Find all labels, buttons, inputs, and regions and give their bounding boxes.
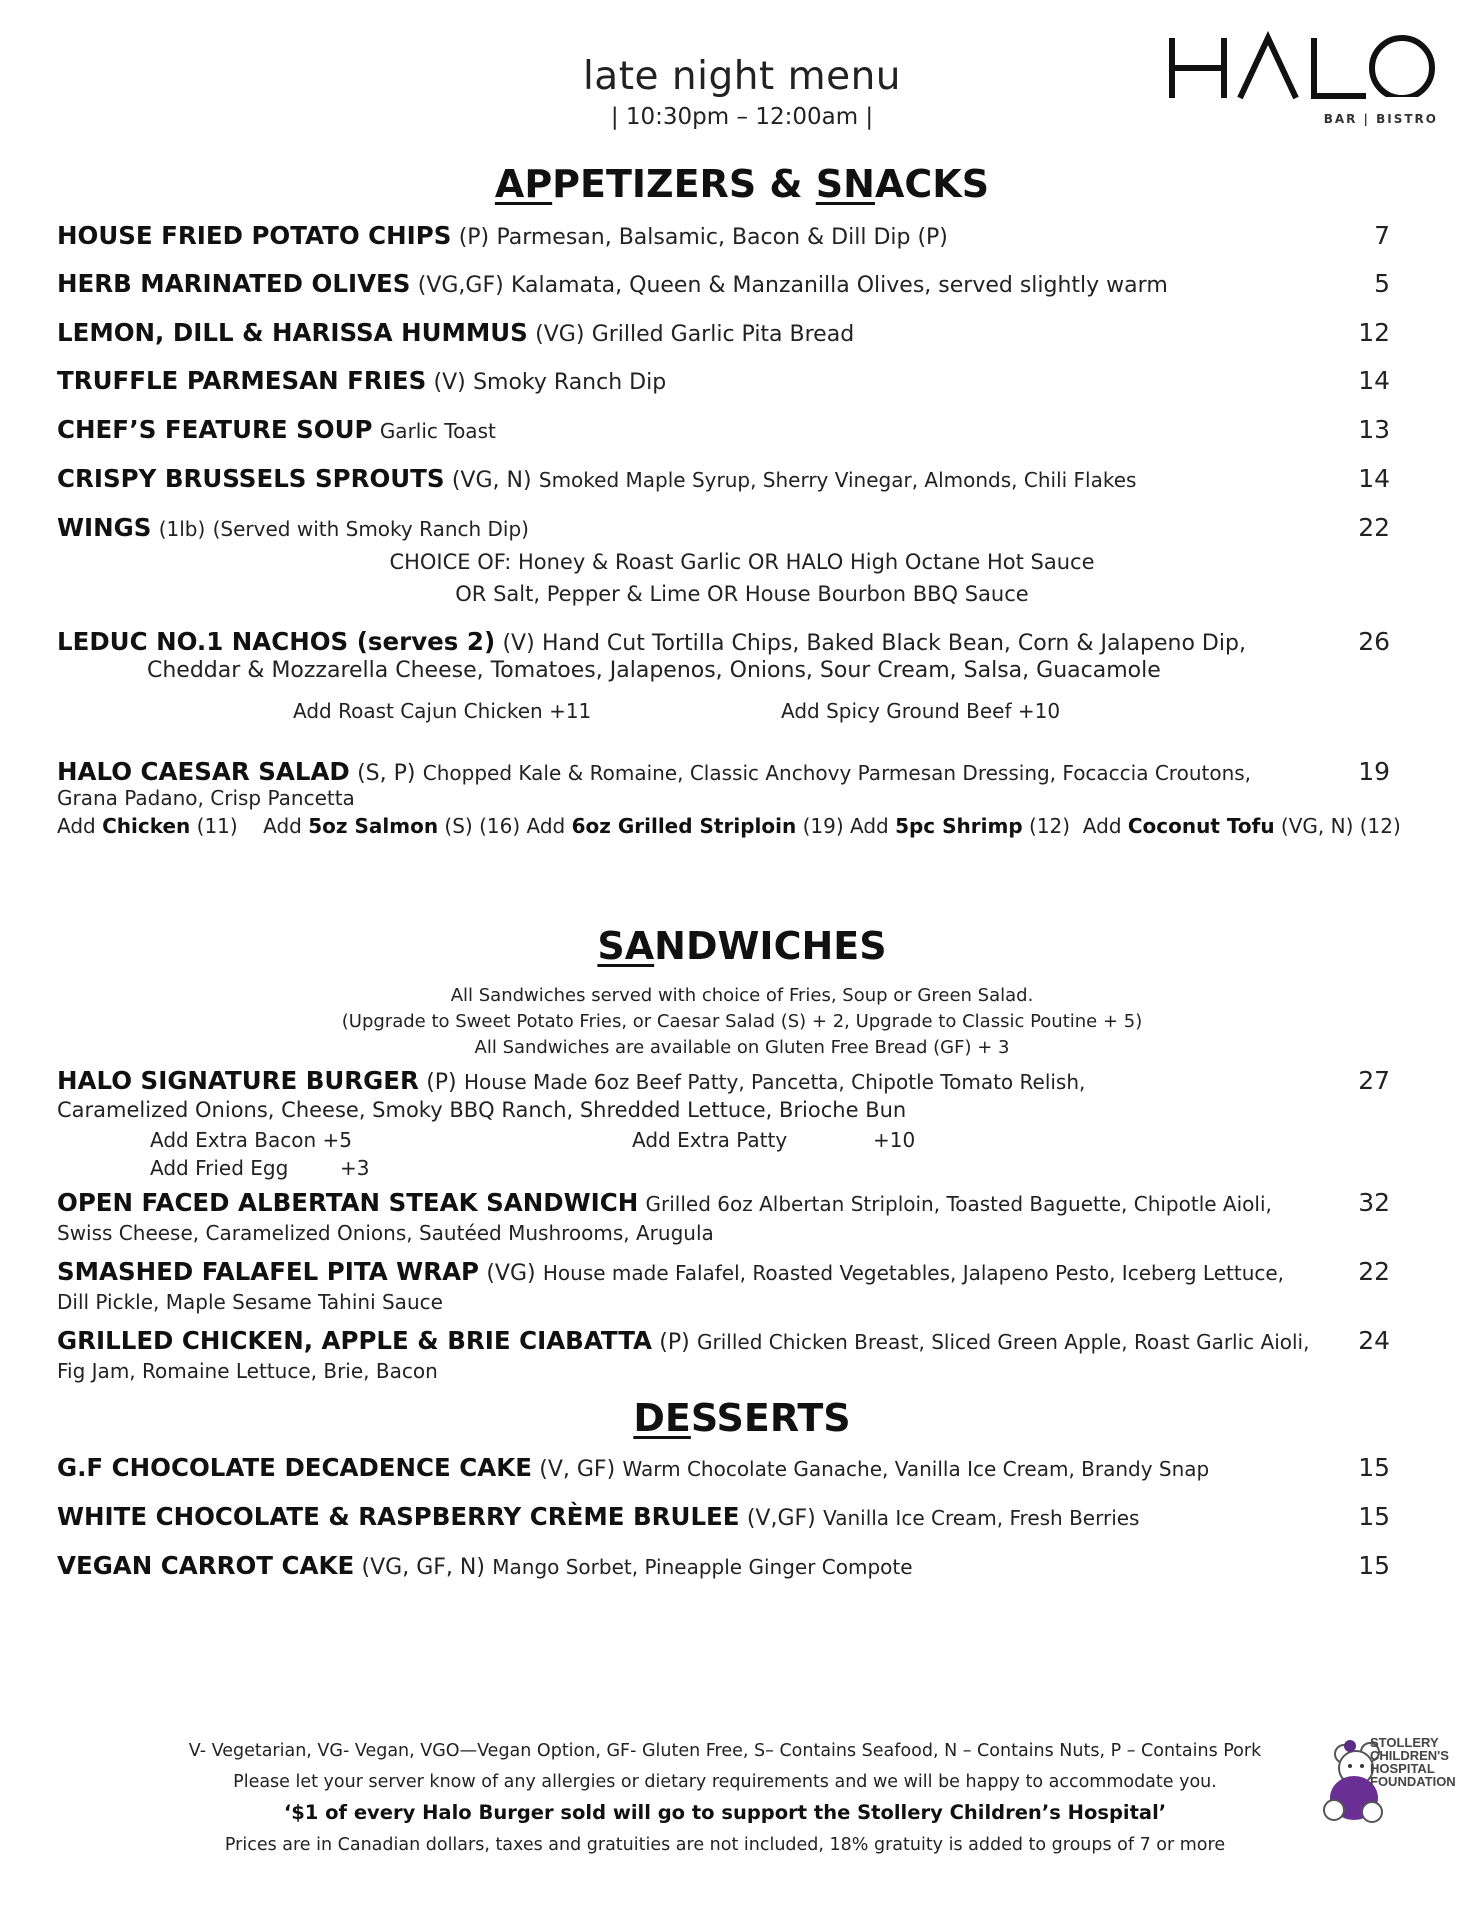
caesar-desc-line-2: Grana Padano, Crisp Pancetta bbox=[57, 786, 355, 810]
menu-item-burger: HALO SIGNATURE BURGER (P) House Made 6oz Beef Patty, Pancetta, Chipotle Tomato Relish, bbox=[57, 1066, 1086, 1095]
menu-item-chicken-ciabatta: GRILLED CHICKEN, APPLE & BRIE CIABATTA (P) Grilled Chicken Breast, Sliced Green Apple, Roast Garlic Aioli, bbox=[57, 1326, 1310, 1355]
item-price: 19 bbox=[1358, 757, 1390, 786]
steak-desc-line-2: Swiss Cheese, Caramelized Onions, Sautéed Mushrooms, Arugula bbox=[57, 1221, 714, 1245]
menu-item-caesar: HALO CAESAR SALAD (S, P) Chopped Kale & Romaine, Classic Anchovy Parmesan Dressing, Focaccia Croutons, bbox=[57, 757, 1252, 786]
item-price: 24 bbox=[1358, 1326, 1390, 1355]
falafel-desc-line-2: Dill Pickle, Maple Sesame Tahini Sauce bbox=[57, 1290, 443, 1314]
item-price: 26 bbox=[1358, 627, 1390, 656]
item-price: 12 bbox=[1358, 318, 1390, 347]
section-appetizers-title: APPETIZERS & SNACKS bbox=[494, 162, 990, 206]
menu-item-steak: OPEN FACED ALBERTAN STEAK SANDWICH Grilled 6oz Albertan Striploin, Toasted Baguette, Chipotle Aioli, bbox=[57, 1188, 1272, 1217]
wings-choice-line-1: CHOICE OF: Honey & Roast Garlic OR HALO High Octane Hot Sauce bbox=[389, 550, 1095, 574]
item-price: 27 bbox=[1358, 1066, 1390, 1095]
menu-item: G.F CHOCOLATE DECADENCE CAKE (V, GF) Warm Chocolate Ganache, Vanilla Ice Cream, Brandy Snap bbox=[57, 1453, 1210, 1482]
item-price: 14 bbox=[1358, 366, 1390, 395]
menu-item: TRUFFLE PARMESAN FRIES (V) Smoky Ranch Dip bbox=[57, 366, 667, 395]
wings-choice-line-2: OR Salt, Pepper & Lime OR House Bourbon BBQ Sauce bbox=[455, 582, 1029, 606]
menu-item: VEGAN CARROT CAKE (VG, GF, N) Mango Sorbet, Pineapple Ginger Compote bbox=[57, 1551, 913, 1580]
dietary-legend: V- Vegetarian, VG- Vegan, VGO—Vegan Option, GF- Gluten Free, S– Contains Seafood, N – Contains Nuts, P – Contains Pork bbox=[188, 1741, 1262, 1761]
nachos-addon-chicken: Add Roast Cajun Chicken +11 bbox=[293, 699, 592, 723]
burger-desc-line-2: Caramelized Onions, Cheese, Smoky BBQ Ranch, Shredded Lettuce, Brioche Bun bbox=[57, 1098, 907, 1122]
stollery-foundation-logo bbox=[1308, 1732, 1458, 1822]
item-price: 7 bbox=[1374, 221, 1390, 250]
item-price: 5 bbox=[1374, 269, 1390, 298]
item-price: 15 bbox=[1358, 1551, 1390, 1580]
sandwich-note-1: All Sandwiches served with choice of Fries, Soup or Green Salad. bbox=[450, 985, 1034, 1006]
item-price: 15 bbox=[1358, 1502, 1390, 1531]
halo-wordmark-icon bbox=[1168, 30, 1438, 110]
sandwich-note-3: All Sandwiches are available on Gluten Free Bread (GF) + 3 bbox=[474, 1037, 1010, 1058]
menu-item-falafel: SMASHED FALAFEL PITA WRAP (VG) House made Falafel, Roasted Vegetables, Jalapeno Pesto, Iceberg Lettuce, bbox=[57, 1257, 1285, 1286]
stollery-logo-text: STOLLERY CHILDREN'S HOSPITAL FOUNDATION bbox=[1370, 1735, 1456, 1789]
item-price: 13 bbox=[1358, 415, 1390, 444]
item-price: 22 bbox=[1358, 513, 1390, 542]
logo-subtitle: BAR | BISTRO bbox=[1323, 112, 1438, 126]
menu-item: CHEF’S FEATURE SOUP Garlic Toast bbox=[57, 415, 496, 444]
menu-item: HERB MARINATED OLIVES (VG,GF) Kalamata, Queen & Manzanilla Olives, served slightly warm bbox=[57, 269, 1168, 298]
menu-item: WINGS (1lb) (Served with Smoky Ranch Dip) bbox=[57, 513, 529, 542]
sandwich-note-2: (Upgrade to Sweet Potato Fries, or Caesar Salad (S) + 2, Upgrade to Classic Poutine + 5) bbox=[341, 1011, 1143, 1032]
burger-addon-patty: Add Extra Patty bbox=[632, 1128, 788, 1152]
caesar-addons: Add Chicken (11) Add 5oz Salmon (S) (16) Add 6oz Grilled Striploin (19) Add 5pc Shrimp (12) Add Coconut Tofu (VG, N) (12) bbox=[57, 814, 1401, 838]
menu-item: CRISPY BRUSSELS SPROUTS (VG, N) Smoked Maple Syrup, Sherry Vinegar, Almonds, Chili Flakes bbox=[57, 464, 1137, 493]
halo-logo bbox=[1168, 30, 1438, 130]
item-price: 14 bbox=[1358, 464, 1390, 493]
charity-note: ‘$1 of every Halo Burger sold will go to support the Stollery Children’s Hospital’ bbox=[283, 1801, 1167, 1824]
item-price: 32 bbox=[1358, 1188, 1390, 1217]
menu-item: HOUSE FRIED POTATO CHIPS (P) Parmesan, Balsamic, Bacon & Dill Dip (P) bbox=[57, 221, 948, 250]
item-price: 15 bbox=[1358, 1453, 1390, 1482]
burger-addon-patty-price: +10 bbox=[873, 1128, 916, 1152]
item-price: 22 bbox=[1358, 1257, 1390, 1286]
menu-hours: | 10:30pm – 12:00am | bbox=[610, 104, 874, 130]
menu-title: late night menu bbox=[582, 54, 902, 99]
burger-addon-egg: Add Fried Egg bbox=[150, 1156, 289, 1180]
nachos-desc-line-2: Cheddar & Mozzarella Cheese, Tomatoes, Jalapenos, Onions, Sour Cream, Salsa, Guacamole bbox=[147, 658, 1161, 683]
burger-addon-egg-price: +3 bbox=[340, 1156, 370, 1180]
menu-item-nachos: LEDUC NO.1 NACHOS (serves 2) (V) Hand Cut Tortilla Chips, Baked Black Bean, Corn & Jalapeno Dip, bbox=[57, 627, 1246, 656]
section-sandwiches-title: SANDWICHES bbox=[597, 924, 887, 968]
chicken-desc-line-2: Fig Jam, Romaine Lettuce, Brie, Bacon bbox=[57, 1359, 438, 1383]
price-note: Prices are in Canadian dollars, taxes and gratuities are not included, 18% gratuity is added to groups of 7 or more bbox=[224, 1835, 1226, 1855]
section-desserts-title: DESSERTS bbox=[633, 1396, 851, 1440]
menu-item: LEMON, DILL & HARISSA HUMMUS (VG) Grilled Garlic Pita Bread bbox=[57, 318, 855, 347]
burger-addon-bacon: Add Extra Bacon +5 bbox=[150, 1128, 352, 1152]
menu-item: WHITE CHOCOLATE & RASPBERRY CRÈME BRULEE (V,GF) Vanilla Ice Cream, Fresh Berries bbox=[57, 1502, 1140, 1531]
allergy-note: Please let your server know of any allergies or dietary requirements and we will be happy to accommodate you. bbox=[233, 1772, 1217, 1792]
nachos-addon-beef: Add Spicy Ground Beef +10 bbox=[781, 699, 1061, 723]
